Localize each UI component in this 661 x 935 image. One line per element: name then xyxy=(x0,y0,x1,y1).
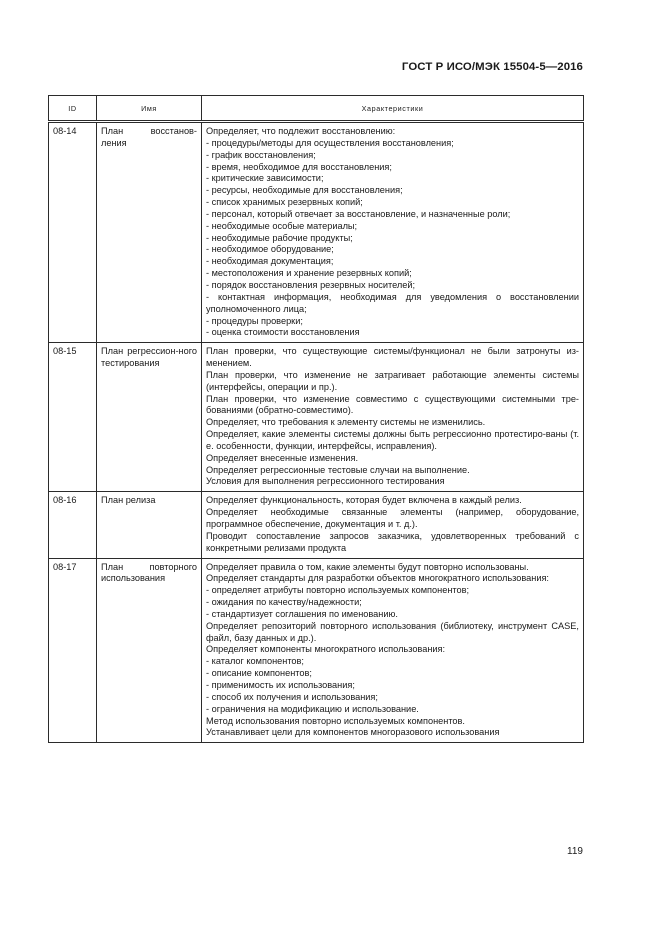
characteristic-line: Определяет, что требования к элементу системы не изменились. xyxy=(206,417,486,428)
table-header-row xyxy=(49,96,584,122)
row-id: 08-15 xyxy=(49,343,97,492)
characteristic-line: - процедуры проверки; xyxy=(206,315,303,326)
row-name: План релиза xyxy=(97,492,202,558)
row-characteristics xyxy=(202,343,584,492)
row-id: 08-17 xyxy=(49,558,97,743)
characteristic-line: - персонал, который отвечает за восстановление, и назначенные роли; xyxy=(206,208,511,219)
characteristic-line: - ожидания по качеству/надежности; xyxy=(206,597,362,608)
characteristic-line: - время, необходимое для восстановления; xyxy=(206,161,392,172)
row-name: План восстанов-ления xyxy=(97,122,202,343)
table-row xyxy=(49,492,584,558)
characteristic-line: Определяет, какие элементы системы должны быть регрессионно протестиро-ваны (т. е. особенности, функции, интерфейсы, исправления). xyxy=(206,429,579,451)
table-row xyxy=(49,343,584,492)
characteristic-line: - ограничения на модификацию и использование. xyxy=(206,703,419,714)
characteristic-line: План проверки, что изменение совместимо с существующими системными тре-бованиями (обратно-совместимо). xyxy=(206,393,579,416)
characteristic-line: Определяет правила о том, какие элементы будут повторно использованы. xyxy=(206,561,529,572)
characteristic-line: - критические зависимости; xyxy=(206,173,324,184)
characteristic-line: - стандартизует соглашения по именованию. xyxy=(206,608,398,619)
characteristic-line: Определяет репозиторий повторного использования (библиотеку, инструмент CASE, файл, базу данных и др.). xyxy=(206,620,579,643)
characteristic-line: План проверки, что изменение не затрагивает работающие элементы системы (интерфейсы, операции и пр.). xyxy=(206,369,579,392)
characteristic-line: Проводит сопоставление запросов заказчика, удовлетворенных требований с конкретными релизами продукта xyxy=(206,530,579,553)
characteristic-line: Определяет стандарты для разработки объектов многократного использования: xyxy=(206,573,549,584)
characteristic-line: - способ их получения и использования; xyxy=(206,691,378,702)
row-characteristics xyxy=(202,558,584,743)
characteristics-table xyxy=(48,95,584,743)
table-body xyxy=(49,122,584,743)
characteristic-line: - график восстановления; xyxy=(206,149,316,160)
column-header-name: Имя xyxy=(97,96,202,122)
row-name: План повторного использования xyxy=(97,558,202,743)
characteristic-line: - применимость их использования; xyxy=(206,679,355,690)
characteristic-line: Устанавливает цели для компонентов многоразового использования xyxy=(206,727,500,738)
row-name: План регрессион-ного тестирования xyxy=(97,343,202,492)
characteristic-line: Определяет компоненты многократного использования: xyxy=(206,644,446,655)
characteristic-line: - определяет атрибуты повторно используемых компонентов; xyxy=(206,585,470,596)
row-characteristics xyxy=(202,122,584,343)
characteristic-line: - контактная информация, необходимая для уведомления о восстановлении уполномоченного лица; xyxy=(206,291,579,314)
row-characteristics xyxy=(202,492,584,558)
characteristic-line: Определяет регрессионные тестовые случаи на выполнение. xyxy=(206,464,470,475)
characteristic-line: - необходимые особые материалы; xyxy=(206,220,358,231)
characteristic-line: - ресурсы, необходимые для восстановления; xyxy=(206,185,403,196)
column-header-id: ID xyxy=(49,96,97,122)
characteristic-line: Условия для выполнения регрессионного тестирования xyxy=(206,476,445,487)
characteristic-line: - описание компонентов; xyxy=(206,668,312,679)
characteristic-line: Метод использования повторно используемых компонентов. xyxy=(206,715,465,726)
characteristic-line: - необходимые рабочие продукты; xyxy=(206,232,353,243)
characteristic-line: - необходимое оборудование; xyxy=(206,244,334,255)
row-id: 08-16 xyxy=(49,492,97,558)
document-code: ГОСТ Р ИСО/МЭК 15504-5—2016 xyxy=(401,61,583,73)
characteristic-line: - процедуры/методы для осуществления восстановления; xyxy=(206,137,454,148)
characteristic-line: - оценка стоимости восстановления xyxy=(206,327,360,338)
characteristic-line: - порядок восстановления резервных носителей; xyxy=(206,279,416,290)
characteristic-line: - необходимая документация; xyxy=(206,256,334,267)
row-id: 08-14 xyxy=(49,122,97,343)
characteristic-line: - список хранимых резервных копий; xyxy=(206,197,363,208)
characteristic-line: Определяет необходимые связанные элементы (например, оборудование, программное обеспечение, документация и т. д.). xyxy=(206,507,579,529)
characteristic-line: Определяет, что подлежит восстановлению: xyxy=(206,126,396,136)
table-row xyxy=(49,122,584,343)
characteristic-line: План проверки, что существующие системы/функционал не были затронуты из-менением. xyxy=(206,346,579,369)
page-number: 119 xyxy=(567,846,583,857)
characteristic-line: Определяет внесенные изменения. xyxy=(206,452,359,463)
characteristic-line: - каталог компонентов; xyxy=(206,656,304,667)
column-header-characteristics: Характеристики xyxy=(202,96,584,122)
table-row xyxy=(49,558,584,743)
characteristic-line: Определяет функциональность, которая будет включена в каждый релиз. xyxy=(206,495,522,506)
characteristic-line: - местоположения и хранение резервных копий; xyxy=(206,268,412,279)
